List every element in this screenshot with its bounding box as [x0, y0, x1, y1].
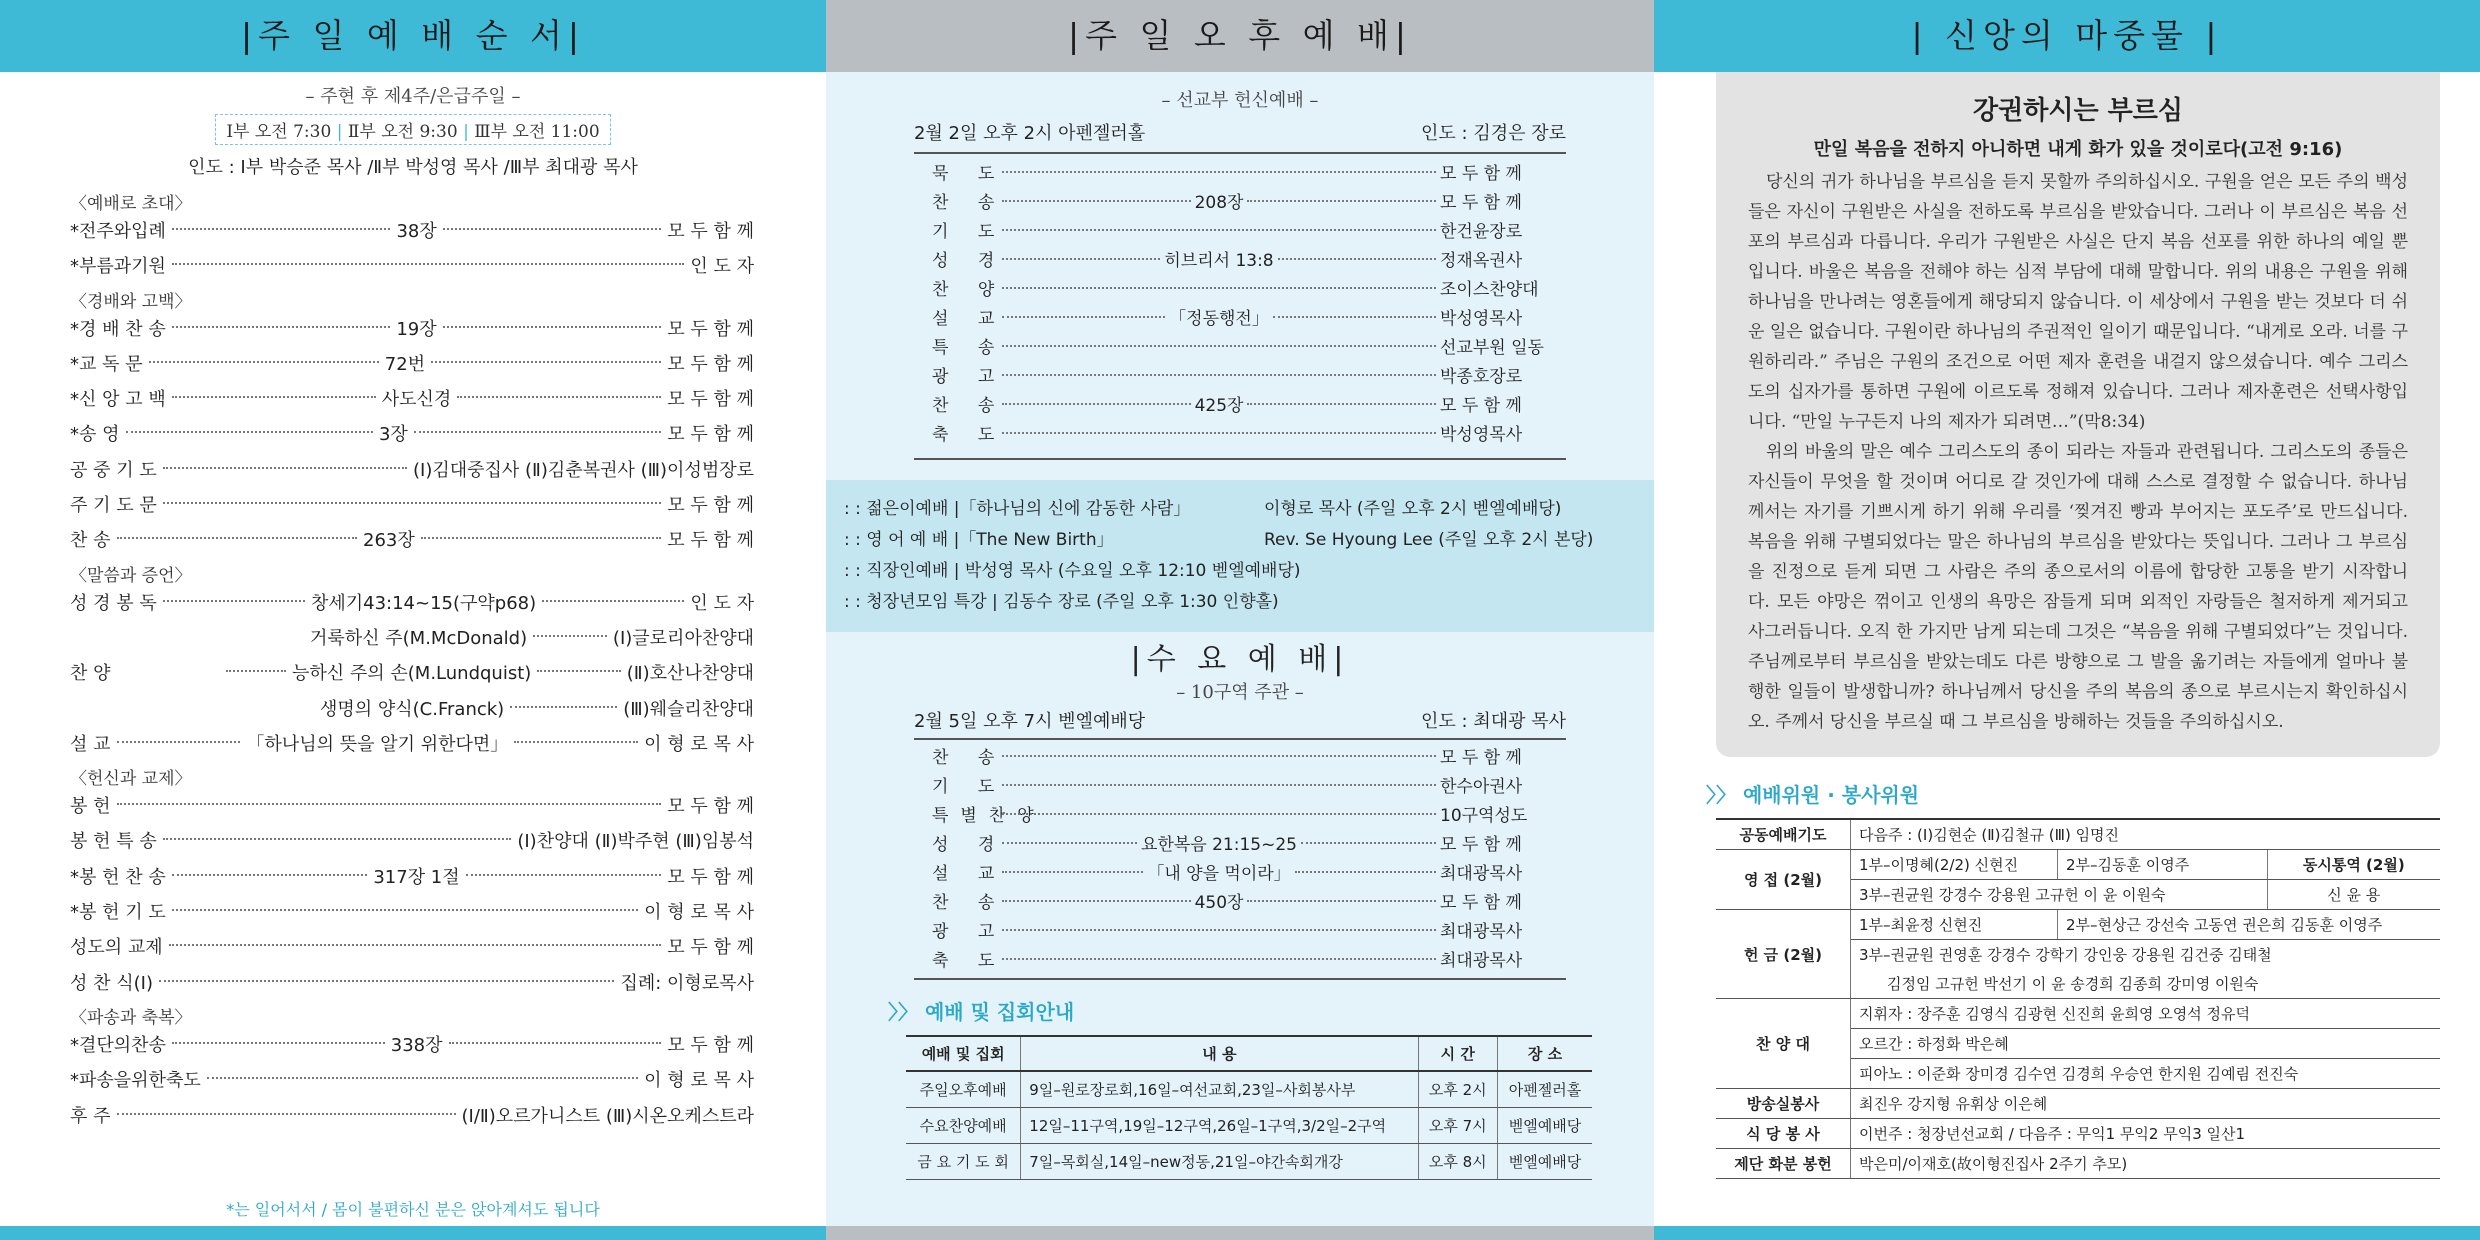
- guide-cell: 수요찬양예배: [906, 1108, 1021, 1144]
- order-label: 묵 도: [932, 164, 1007, 184]
- order-performer: 모 두 함 께: [1440, 193, 1522, 213]
- order-item: 공 중 기 도 (Ⅰ)김대중집사 (Ⅱ)김춘복권사 (Ⅲ)이성범장로: [70, 459, 754, 481]
- guide-header-cell: 내 용: [1021, 1036, 1418, 1071]
- order-performer: 한수아권사: [1440, 777, 1523, 797]
- notice-item: [844, 556, 1636, 587]
- guide-header-cell: 장 소: [1497, 1036, 1592, 1071]
- volunteer-table: 공동예배기도 다음주 : (Ⅰ)김현순 (Ⅱ)김철규 (Ⅲ) 임명진 영 접 (2월) 1부–이명혜(2/2) 신현진 2부–김동훈 이영주 동시통역 (2월) 3부–권균원 강경수 강용원 고규헌 이 윤 이원숙 신 윤 용 헌 금 (2월) 1부–최윤정 신현진 2부–현상근 강선숙 고동연 권은희 김동훈 이영주 3부–권균원 권영훈 강경수 강학기 강인웅 강용원 김건중 김태철 김정임 고규헌 박선기 이 윤 송경희 김종희 강미영 이원숙 찬 양 대 지휘자 : 장주훈 김영식 김광현 신진희 윤희영 오영석 정유덕 오르간 : 하정화 박은혜 피아노 : 이준화 장미경 김수연 김경희 우승연 한지원 김예림 전진숙 방송실봉사 최진우 강지형 유휘상 이은혜 식 당 봉 사 이번주 : 청장년선교회 / 다음주 : 무익1 무익2 무익3 일산1 제단 화분 봉헌 박은미/이재호(故이형진집사 2주기 추모): [1716, 818, 2440, 1179]
- service-info: [914, 116, 1566, 154]
- order-item: *봉 헌 기 도 이 형 로 목 사: [70, 902, 754, 924]
- notice-text: : : 젊은이예배 |「하나님의 신에 감동한 사람」: [844, 499, 1191, 519]
- leader-dots: [1002, 871, 1143, 873]
- service-subtitle: – 선교부 헌신예배 –: [1161, 90, 1319, 111]
- service-leaders: 인도 : Ⅰ부 박승준 목사 /Ⅱ부 박성영 목사 /Ⅲ부 최대광 목사: [188, 157, 638, 178]
- guide-cell: 오후 8시: [1418, 1144, 1497, 1180]
- order-item: [914, 918, 1566, 947]
- leader-dots: [1247, 900, 1436, 902]
- time-1: Ⅰ부 오전 7:30: [226, 122, 332, 142]
- order-item: [914, 276, 1566, 305]
- guide-cell: 주일오후예배: [906, 1071, 1021, 1108]
- footer-bar: [826, 1226, 1654, 1240]
- wednesday-leader: 인도 : 최대광 목사: [1421, 711, 1566, 732]
- notice-item: [844, 525, 1636, 556]
- guide-title-row: 〉〉 예배 및 집회안내: [888, 1000, 1075, 1024]
- leader-dots: [1002, 171, 1436, 173]
- leader-dots: [1301, 842, 1436, 844]
- leader-dots: [1278, 258, 1436, 260]
- guide-cell: 금 요 기 도 회: [906, 1144, 1021, 1180]
- order-item: 봉 헌 모 두 함 께: [70, 796, 754, 818]
- order-label: 광 고: [932, 922, 1007, 942]
- order-performer: 한건윤장로: [1440, 222, 1523, 242]
- order-label: 찬 송: [932, 748, 1007, 768]
- guide-cell: 12일–11구역,19일–12구역,26일–1구역,3/2일–2구역: [1021, 1108, 1418, 1144]
- order-performer: 선교부원 일동: [1440, 338, 1544, 358]
- guide-title: 예배 및 집회안내: [924, 1000, 1075, 1024]
- guide-cell: 오후 2시: [1418, 1071, 1497, 1108]
- notice-detail: Rev. Se Hyoung Lee (주일 오후 2시 본당): [1264, 530, 1594, 550]
- order-item: [914, 189, 1566, 218]
- service-times: Ⅰ부 오전 7:30 | Ⅱ부 오전 9:30 | Ⅲ부 오전 11:00: [215, 114, 610, 145]
- order-item: [914, 860, 1566, 889]
- order-item: [914, 773, 1566, 802]
- column-header: |주 일 오 후 예 배|: [826, 0, 1654, 72]
- order-content: 「내 양을 먹이라」: [1147, 864, 1291, 884]
- footnote: *는 일어서서 / 몸이 불편하신 분은 앉아계셔도 됩니다: [226, 1200, 600, 1219]
- order-item: *전주와입례 38장 모 두 함 께: [70, 221, 754, 242]
- footer-bar: [1654, 1226, 2480, 1240]
- order-label: 성 경: [932, 835, 1007, 855]
- order-item: 거룩하신 주(M.McDonald) (Ⅰ)글로리아찬양대: [310, 627, 754, 649]
- order-content: 425장: [1194, 396, 1244, 416]
- guide-header-cell: 예배 및 집회: [906, 1036, 1021, 1071]
- order-item: [914, 744, 1566, 773]
- leader-dots: [1002, 229, 1436, 231]
- volunteer-title: 예배위원 · 봉사위원: [1742, 783, 1920, 807]
- order-item: 봉 헌 특 송 (Ⅰ)찬양대 (Ⅱ)박주현 (Ⅲ)임봉석: [70, 831, 754, 853]
- column-header: |주 일 예 배 순 서|: [0, 0, 826, 72]
- order-item: [914, 421, 1566, 450]
- order-label: 축 도: [932, 951, 1007, 971]
- leader-dots: [1002, 784, 1436, 786]
- order-label: 찬 송: [932, 396, 1007, 416]
- leader-dots: [1002, 345, 1436, 347]
- guide-cell: 9일–원로장로회,16일–여선교회,23일–사회봉사부: [1021, 1071, 1418, 1108]
- order-item: *교 독 문 72번 모 두 함 께: [70, 353, 754, 375]
- order-performer: 모 두 함 께: [1440, 893, 1522, 913]
- section-worship: 〈경배와 고백〉: [70, 291, 192, 312]
- order-item: *파송을위한축도 이 형 로 목 사: [70, 1070, 754, 1092]
- leader-dots: [1002, 929, 1436, 931]
- guide-row: [906, 1108, 1592, 1144]
- order-item: *결단의찬송 338장 모 두 함 께: [70, 1034, 755, 1056]
- devotion-card: [1716, 72, 2440, 757]
- order-item: 성 찬 식(Ⅰ) 집례: 이형로목사: [70, 972, 754, 994]
- order-content: 히브리서 13:8: [1164, 251, 1274, 271]
- order-performer: 모 두 함 께: [1440, 396, 1522, 416]
- volunteer-title-row: 〉〉 예배위원 · 봉사위원: [1706, 783, 1920, 807]
- order-item: [914, 802, 1566, 831]
- leader-dots: [1002, 316, 1165, 318]
- wednesday-order-list: [914, 744, 1566, 976]
- order-label: 성 경: [932, 251, 1007, 271]
- order-performer: 최대광목사: [1440, 951, 1523, 971]
- guide-cell: 아펜젤러홀: [1497, 1071, 1592, 1108]
- time-3: Ⅲ부 오전 11:00: [474, 122, 600, 142]
- order-item: 주 기 도 문 모 두 함 께: [70, 495, 754, 517]
- leader-dots: [1002, 432, 1436, 434]
- guide-cell: 오후 7시: [1418, 1108, 1497, 1144]
- leader-dots: [1247, 200, 1436, 202]
- order-performer: 모 두 함 께: [1440, 748, 1522, 768]
- order-item: *송 영 3장 모 두 함 께: [70, 424, 754, 446]
- order-item: [914, 947, 1566, 976]
- wednesday-subtitle: – 10구역 주관 –: [1176, 682, 1304, 703]
- order-label: 설 교: [932, 864, 1007, 884]
- order-item: [914, 392, 1566, 421]
- guide-cell: 7일–목회실,14일–new정동,21일–야간속회개강: [1021, 1144, 1418, 1180]
- leader-dots: [1002, 200, 1191, 202]
- afternoon-order-list: [914, 160, 1566, 450]
- devotion-paragraph: 당신의 귀가 하나님을 부르심을 듣지 못할까 주의하십시오. 구원을 얻은 모든 주의 백성들은 자신이 구원받은 사실을 전하도록 부르심을 받았습니다. 그러나 이 부르심은 복음 선포의 부르심과 다릅니다. 우리가 구원받은 사실은 단지 복음 선포를 위한 하나의 예일 뿐입니다. 바울은 복음을 전해야 하는 심적 부담에 대해 말합니다. 위의 내용은 구원을 위해 하나님을 만나려는 영혼들에게 해당되지 않습니다. 이 세상에서 구원을 받는 것보다 더 쉬운 일은 없습니다. 구원이란 하나님의 주권적인 일이기 때문입니다. “내게로 오라. 너를 구원하리라.” 주님은 구원의 조건으로 어떤 제자 훈련을 내걸지 않으셨습니다. 예수 그리스도의 십자가를 통하면 구원에 이르도록 정해져 있습니다. 그러나 제자훈련은 선택사항입니다. “만일 누구든지 나의 제자가 되려면…”(막8:34): [1748, 172, 2408, 432]
- service-leader: 인도 : 김경은 장로: [1421, 123, 1566, 144]
- order-label: 기 도: [932, 777, 1007, 797]
- order-item: 찬 양 능하신 주의 손(M.Lundquist) (Ⅱ)호산나찬양대: [70, 663, 754, 685]
- order-item: 생명의 양식(C.Franck) (Ⅲ)웨슬리찬양대: [320, 698, 754, 720]
- order-item: 찬 송 263장 모 두 함 께: [70, 530, 754, 552]
- order-item: [914, 334, 1566, 363]
- section-sending: 〈파송과 축복〉: [70, 1007, 192, 1028]
- devotion-column: [1654, 0, 2480, 1240]
- notice-item: [844, 587, 1636, 618]
- guide-row: [906, 1144, 1592, 1180]
- notice-text: : : 직장인예배 | 박성영 목사 (수요일 오후 12:10 벧엘예배당): [844, 561, 1301, 581]
- time-2: Ⅱ부 오전 9:30: [347, 122, 458, 142]
- guide-cell: 벧엘예배당: [1497, 1108, 1592, 1144]
- order-item: 성 경 봉 독 창세기43:14~15(구약p68) 인 도 자: [70, 592, 755, 614]
- notice-item: [844, 494, 1636, 525]
- leader-dots: [1002, 900, 1191, 902]
- leader-dots: [1002, 842, 1137, 844]
- order-item: *경 배 찬 송 19장 모 두 함 께: [70, 318, 755, 340]
- order-label: 특별찬양: [932, 806, 1046, 826]
- devotion-paragraph: 위의 바울의 말은 예수 그리스도의 종이 되라는 자들과 관련됩니다. 그리스도의 종들은 자신들이 무엇을 할 것이며 어디로 갈 것인가에 대해 스스로 결정할 수 없습니다. 하나님께서는 자기를 기쁘시게 하기 위해 우리를 ‘찢겨진 빵과 부어지는 포도주’로 만드십니다. 복음을 위해 구별되었다는 말은 하나님의 부르심을 받았다는 뜻입니다. 그러나 그 부르심을 진정으로 듣게 되면 그 사람은 주의 종으로서의 이름에 합당한 고통을 받기 시작합니다. 모든 야망은 꺾이고 인생의 욕망은 잠들게 되며 외적인 자랑들은 철저하게 제거되고 사그러듭니다. 오직 한 가지만 남게 되는데 그것은 “복음을 위해 구별되었다”는 것입니다. 주님께로부터 부르심을 받았는데도 다른 방향으로 그 발을 옮기려는 자들에게 얼마나 불행한 일들이 발생합니까? 하나님께서 당신을 주의 복음의 종으로 부르시는지 확인하십시오. 주께서 당신을 부르실 때 그 부르심을 방해하는 것들을 주의하십시오.: [1748, 442, 2408, 732]
- order-item: 성도의 교제 모 두 함 께: [70, 937, 754, 959]
- order-performer: 정재옥권사: [1440, 251, 1523, 271]
- wednesday-info: [914, 706, 1566, 740]
- order-label: 특 송: [932, 338, 1007, 358]
- order-content: 450장: [1194, 893, 1244, 913]
- notice-box: [826, 480, 1654, 632]
- order-item: [914, 363, 1566, 392]
- wednesday-header: |수 요 예 배|: [1130, 642, 1350, 677]
- order-content: 요한복음 21:15~25: [1141, 835, 1297, 855]
- order-content: 208장: [1194, 193, 1244, 213]
- order-item: 후 주 (Ⅰ/Ⅱ)오르가니스트 (Ⅲ)시온오케스트라: [70, 1105, 754, 1127]
- section-devotion: 〈헌신과 교제〉: [70, 769, 192, 790]
- afternoon-worship-column: [826, 0, 1654, 1240]
- notice-text: : : 영 어 예 배 |「The New Birth」: [844, 530, 1114, 550]
- leader-dots: [1273, 316, 1436, 318]
- order-performer: 박종호장로: [1440, 367, 1523, 387]
- order-item: *부름과기원 인 도 자: [70, 256, 754, 278]
- notice-detail: 이형로 목사 (주일 오후 2시 벧엘예배당): [1264, 499, 1562, 519]
- order-performer: 최대광목사: [1440, 922, 1523, 942]
- order-performer: 조이스찬양대: [1440, 280, 1539, 300]
- column-header: | 신앙의 마중물 |: [1654, 0, 2480, 72]
- order-item: *봉 헌 찬 송 317장 1절 모 두 함 께: [70, 866, 754, 888]
- service-subtitle: – 주현 후 제4주/은급주일 –: [305, 86, 521, 107]
- order-label: 축 도: [932, 425, 1007, 445]
- order-performer: 박성영목사: [1440, 309, 1523, 329]
- leader-dots: [1002, 403, 1191, 405]
- leader-dots: [1247, 403, 1436, 405]
- order-label: 광 고: [932, 367, 1007, 387]
- order-performer: 모 두 함 께: [1440, 164, 1522, 184]
- order-label: 기 도: [932, 222, 1007, 242]
- order-item: 설 교 「하나님의 뜻을 알기 위한다면」 이 형 로 목 사: [70, 733, 754, 755]
- sunday-worship-column: [0, 0, 826, 1240]
- leader-dots: [1002, 755, 1436, 757]
- order-performer: 최대광목사: [1440, 864, 1523, 884]
- order-performer: 모 두 함 께: [1440, 835, 1522, 855]
- order-item: [914, 247, 1566, 276]
- order-item: [914, 831, 1566, 860]
- leader-dots: [1002, 813, 1436, 815]
- notice-text: : : 청장년모임 특강 | 김동수 장로 (주일 오후 1:30 인향홀): [844, 592, 1279, 612]
- order-item: [914, 305, 1566, 334]
- leader-dots: [1002, 958, 1436, 960]
- wednesday-place: 2월 5일 오후 7시 벧엘예배당: [914, 711, 1146, 732]
- service-place: 2월 2일 오후 2시 아펜젤러홀: [914, 123, 1146, 144]
- order-label: 찬 송: [932, 193, 1007, 213]
- leader-dots: [1002, 258, 1160, 260]
- order-label: 찬 양: [932, 280, 1007, 300]
- guide-header-cell: 시 간: [1418, 1036, 1497, 1071]
- order-label: 설 교: [932, 309, 1007, 329]
- footer-bar: [0, 1226, 826, 1240]
- order-item: [914, 218, 1566, 247]
- order-item: [914, 160, 1566, 189]
- leader-dots: [1002, 287, 1436, 289]
- order-performer: 10구역성도: [1440, 806, 1528, 826]
- guide-table: [906, 1035, 1592, 1180]
- guide-cell: 벧엘예배당: [1497, 1144, 1592, 1180]
- order-item: [914, 889, 1566, 918]
- leader-dots: [1295, 871, 1436, 873]
- order-performer: 박성영목사: [1440, 425, 1523, 445]
- guide-row: [906, 1071, 1592, 1108]
- order-content: 「정동행전」: [1169, 309, 1269, 329]
- order-label: 찬 송: [932, 893, 1007, 913]
- section-invitation: 〈예배로 초대〉: [70, 194, 192, 214]
- leader-dots: [1002, 374, 1436, 376]
- devotion-verse: 만일 복음을 전하지 아니하면 내게 화가 있을 것이로다(고전 9:16): [1813, 139, 2343, 160]
- section-word: 〈말씀과 증언〉: [70, 565, 192, 586]
- order-item: *신 앙 고 백 사도신경 모 두 함 께: [70, 389, 754, 411]
- devotion-title: 강권하시는 부르심: [1973, 96, 2183, 126]
